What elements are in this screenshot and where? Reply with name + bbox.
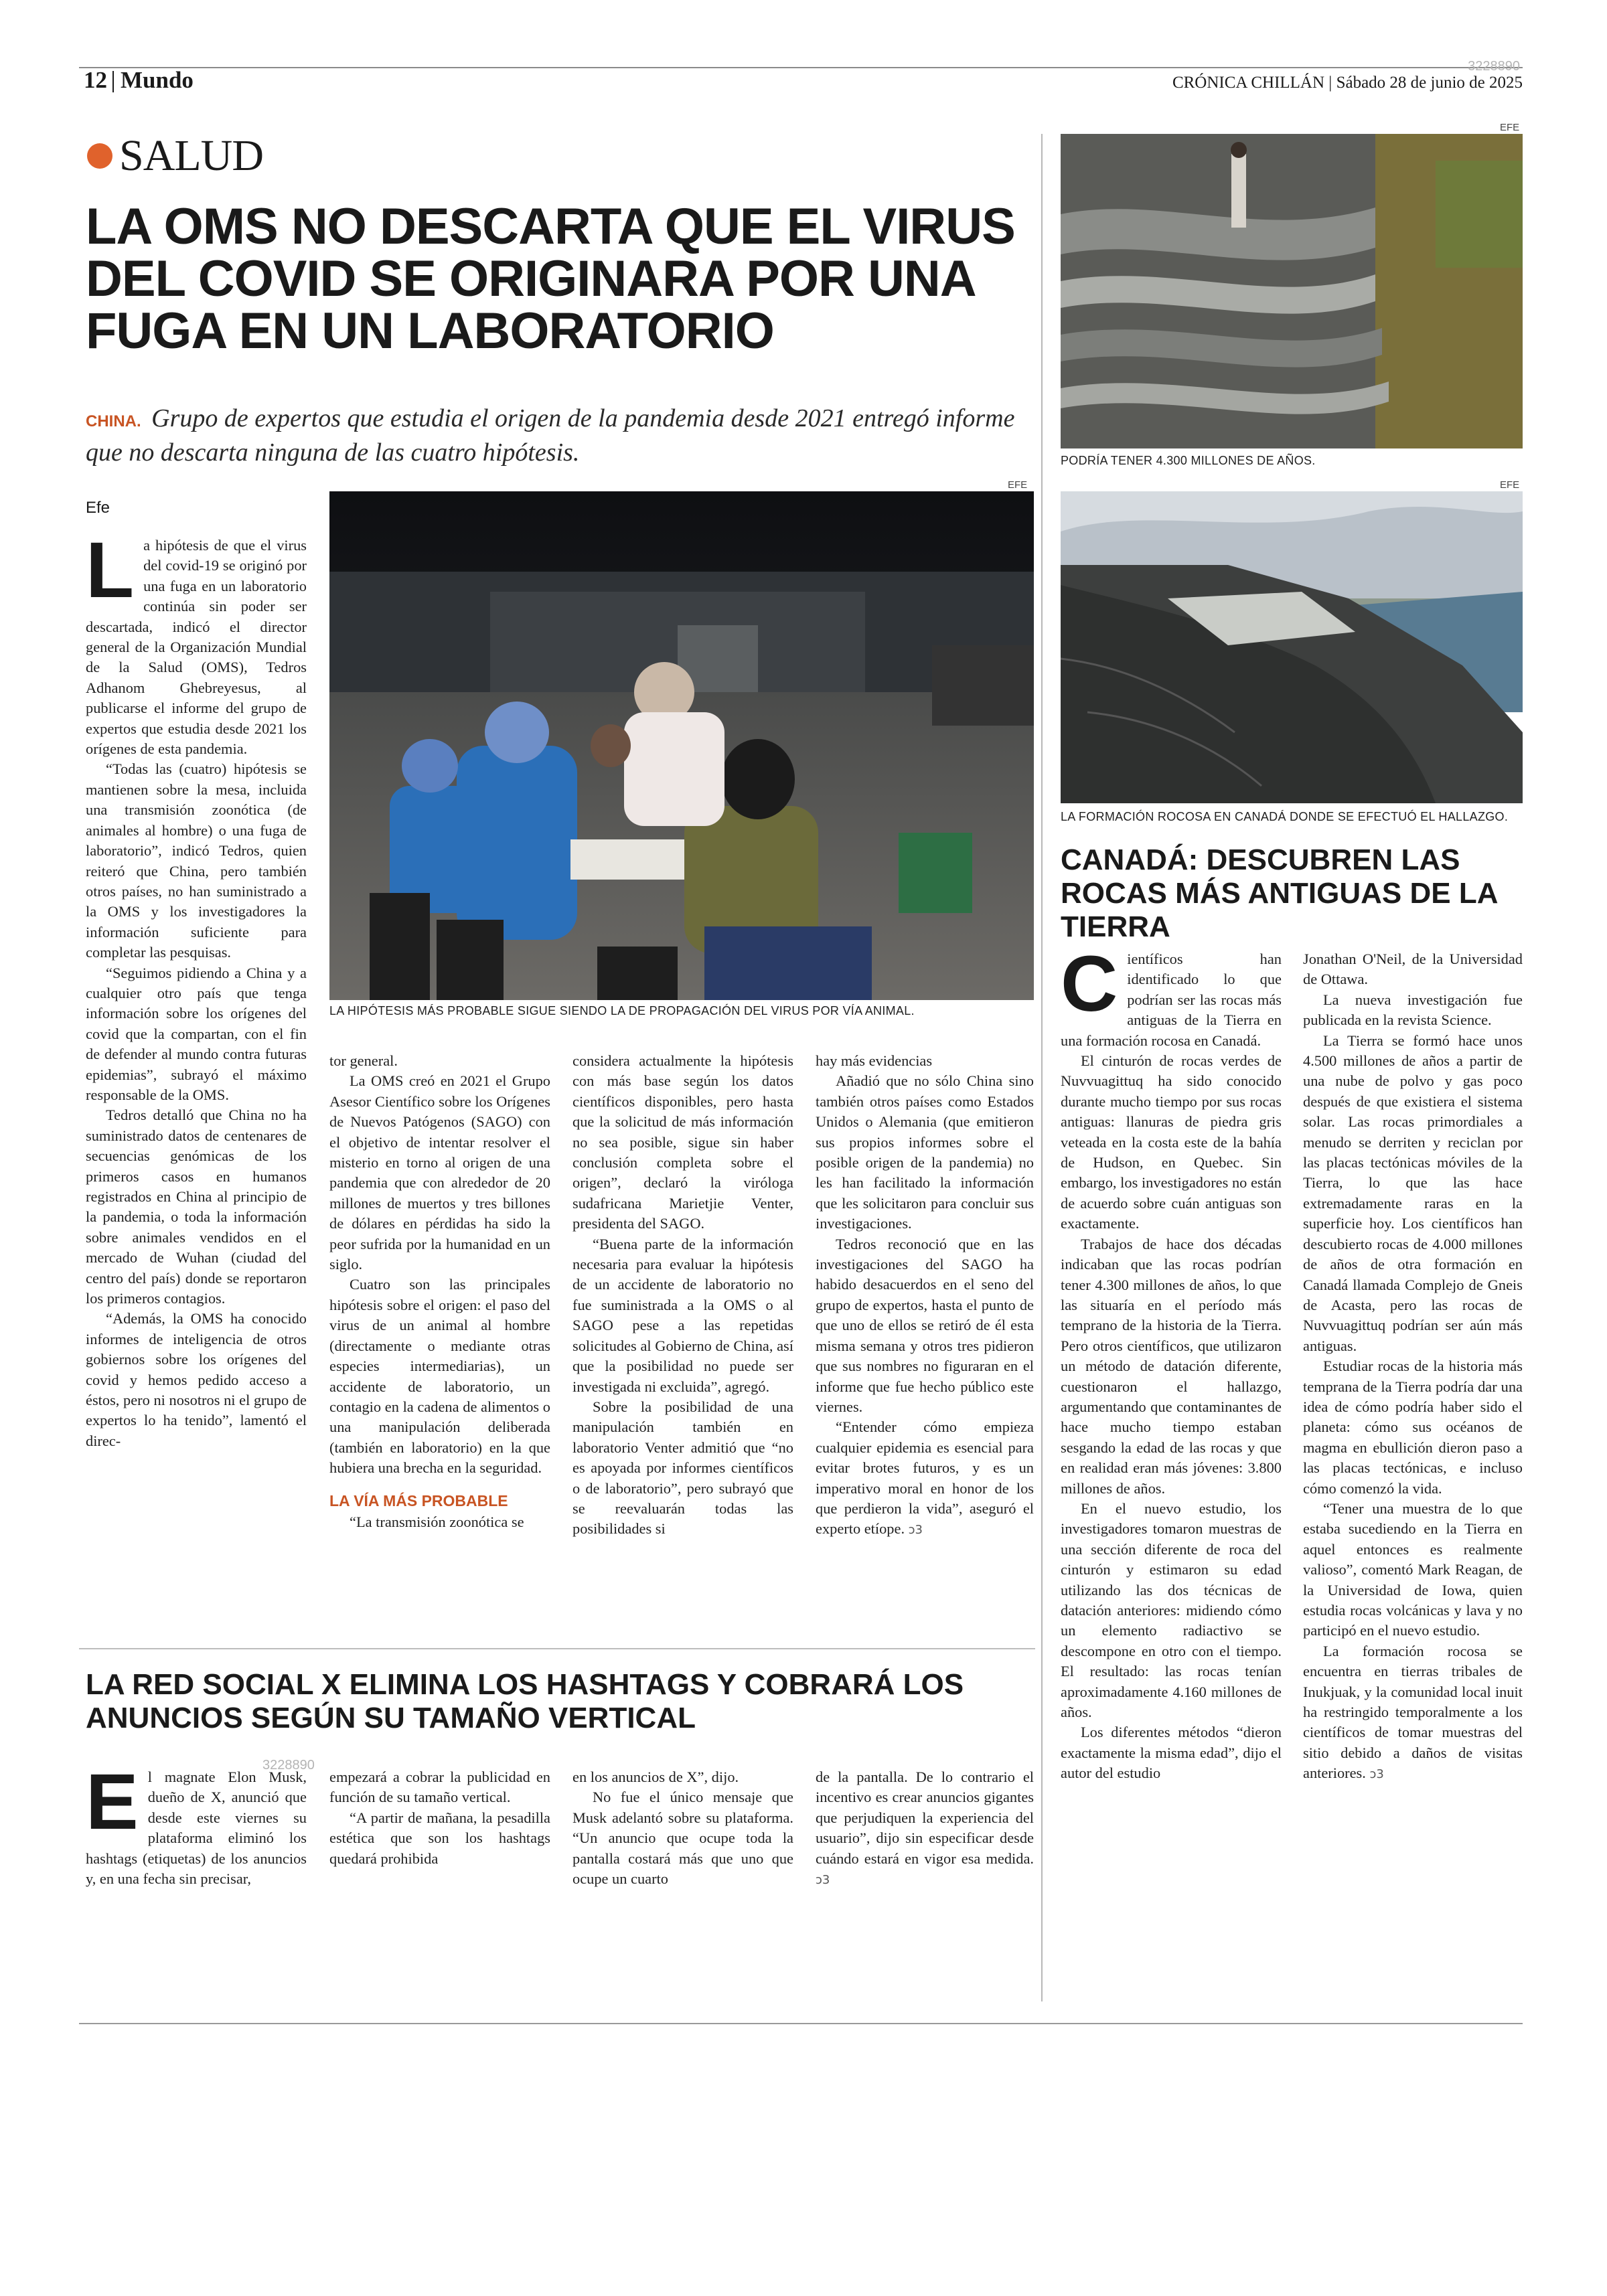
paragraph: Sobre la posibilidad de una manipulación también en laboratorio Venter admitió que “no es apoyada por informes científicos o de laboratorio”, pero subrayó que se reevaluarán todas las posibilidades si (572, 1398, 793, 1538)
paragraph (1303, 1641, 1523, 1785)
header-rule (79, 67, 1523, 68)
main-column-3 (572, 1051, 793, 1540)
paragraph: En el nuevo estudio, los investigadores tomaron muestras de una sección diferente de roca del cinturón y estimaron su edad utilizando las dos técnicas de datación anteriores: midiendo cómo un elemento radiactivo se descompone en otro con el tiempo. El resultado: las rocas tenían aproximadamente 4.160 millones de años. (1061, 1499, 1282, 1721)
x-column-2 (329, 1767, 550, 1869)
vaccination-photo (329, 491, 1034, 1000)
x-headline: LA RED SOCIAL X ELIMINA LOS HASHTAGS Y COBRARÁ LOS ANUNCIOS SEGÚN SU TAMAÑO VERTICAL (86, 1668, 964, 1734)
page-number: 12 (84, 67, 107, 93)
paragraph-text: de la pantalla. De lo contrario el incentivo es crear anuncios gigantes que perjudiquen la experiencia del usuario”, dijo sin especificar desde cuándo estará en vigor esa medida. (816, 1769, 1034, 1867)
deck-kicker: CHINA. (86, 412, 141, 430)
page-code: 3228890 (262, 1758, 315, 1773)
paragraph: “Buena parte de la información necesaria para evaluar la hipótesis de un accidente de laboratorio no fue suministrada a la OMS o al SAGO pese a las repetidas solicitudes al Gobierno de China, así que la posibilidad no puede ser investigada ni excluida”, agregó. (572, 1235, 793, 1395)
paragraph: Jonathan O'Neil, de la Universidad de Ottawa. (1303, 951, 1523, 988)
paragraph: considera actualmente la hipótesis con más base según los datos científicos disponibles, pero hasta que la solicitud de más información no sea posible, sigue sin haber conclusión completa sobre el origen”, declaró la viróloga sudafricana Marietjie Venter, presidenta del SAGO. (572, 1052, 793, 1232)
dropcap: E (86, 1758, 139, 1846)
photo-caption: LA HIPÓTESIS MÁS PROBABLE SIGUE SIENDO LA DE PROPAGACIÓN DEL VIRUS POR VÍA ANIMAL. (329, 1004, 915, 1017)
x-column-3 (572, 1767, 793, 1889)
main-headline: LA OMS NO DESCARTA QUE EL VIRUS DEL COVID SE ORIGINARA POR UNA FUGA EN UN LABORATORIO (86, 198, 1015, 359)
paragraph: empezará a cobrar la publicidad en función de su tamaño vertical. (329, 1769, 550, 1806)
paragraph: La Tierra se formó hace unos 4.500 millones de años a partir de una nube de polvo y gas poco después de que existiera el sistema solar. Las rocas primordiales a menudo se derriten y reciclan por las placas tectónicas móviles de la Tierra, lo que las hace extremadamente raras en la superficie hoy. Los científicos han descubierto rocas de 4.000 millones de años de otra formación en Canadá llamada Complejo de Gneis de Acasta, pero las rocas de Nuvvuagittuq podrían ser aún más antiguas. (1303, 1032, 1523, 1354)
side-headline: CANADÁ: DESCUBREN LAS ROCAS MÁS ANTIGUAS DE LA TIERRA (1061, 843, 1497, 943)
photo-caption: LA FORMACIÓN ROCOSA EN CANADÁ DONDE SE EFECTUÓ EL HALLAZGO. (1061, 810, 1509, 823)
rock-formation-photo (1061, 491, 1523, 803)
end-of-article-icon: ↄ3 (1369, 1767, 1384, 1782)
paragraph: l magnate Elon Musk, dueño de X, anunció que desde este viernes su plataforma eliminó los hashtags (etiquetas) de los anuncios y, en una fecha sin precisar, (86, 1769, 307, 1888)
dropcap: L (86, 526, 135, 614)
paragraph: “Seguimos pidiendo a China y a cualquier otro país que tenga información sobre los orígenes del covid que la compartan, con el fin de defender al mundo contra futuras epidemias”, subrayó el máximo responsable de la OMS. (86, 964, 307, 1103)
side-column-1 (1061, 940, 1282, 1784)
subhead: LA VÍA MÁS PROBABLE (329, 1491, 508, 1509)
paragraph: Tedros reconoció que en las investigaciones del SAGO ha habido desacuerdos en el seno del grupo de expertos, hasta el punto de que uno de ellos se retiró de él esta misma semana y otros tres pidieron que sus nombres no figuraran en el informe que fue hecho público este viernes. (816, 1235, 1034, 1415)
vaccination-photo-image (329, 491, 1034, 1000)
section-dot-icon (87, 143, 112, 169)
paragraph: Tedros detalló que China no ha suministrado datos de centenares de secuencias genómicas de los primeros casos en humanos registrados en China al principio de la pandemia, o toda la información sobre animales vendidos en el mercado de Wuhan (ciudad del centro del país) donde se reportaron los primeros contagios. (86, 1106, 307, 1307)
paragraph: hay más evidencias (816, 1052, 933, 1069)
main-column-1 (86, 526, 307, 1451)
paragraph-text: “Entender cómo empieza cualquier epidemia es esencial para evitar brotes futuros, y es un imperativo moral en honor de los que perdieron la vida”, aseguró el experto etíope. (816, 1418, 1034, 1538)
end-of-article-icon: ↄ3 (908, 1523, 923, 1538)
paragraph: Añadió que no sólo China sino también otros países como Estados Unidos o Alemania (que emitieron sus propios informes sobre el posible origen de la pandemia) no les han facilitado la información que les solicitaron para concluir sus investigaciones. (816, 1072, 1034, 1232)
photo-credit: EFE (1500, 122, 1520, 133)
section-name: Mundo (121, 67, 194, 93)
paragraph: a hipótesis de que el virus del covid-19 se originó por una fuga en un laboratorio continúa sin poder ser descartada, indicó el director general de la Organización Mundial de la Salud (OMS), Tedros Adhanom Ghebreyesus, al publicarse el informe del grupo de expertos que estudia desde 2021 los orígenes de esta pandemia. (86, 537, 307, 758)
page-bottom-rule (79, 2023, 1523, 2024)
paragraph-text: La formación rocosa se encuentra en tierras tribales de Inukjuak, y la comunidad local inuit ha restringido temporalmente a los científicos de tomar muestras del sitio debido a daños de visitas anteriores. (1303, 1642, 1523, 1782)
paragraph: Los diferentes métodos “dieron exactamente la misma edad”, dijo el autor del estudio (1061, 1724, 1282, 1782)
section-label: SALUD (119, 131, 264, 180)
paragraph: Estudiar rocas de la historia más temprana de la Tierra podría dar una idea de cómo podría haber sido el planeta: cómo sus océanos de magma en ebullición dieron paso a las placas tectónicas, e incluso cómo comenzó la vida. (1303, 1358, 1523, 1497)
rock-closeup-image (1061, 134, 1523, 448)
deck-text: Grupo de expertos que estudia el origen de la pandemia desde 2021 entregó informe que no descarta ninguna de las cuatro hipótesis. (86, 404, 1015, 467)
paragraph: El cinturón de rocas verdes de Nuvvuagittuq ha sido conocido durante mucho tiempo por sus rocas antiguas: llanuras de piedra gris veteada en la costa este de la bahía de Hudson, en Quebec. Sin embargo, los investigadores no están de acuerdo sobre cuán antiguas son exactamente. (1061, 1052, 1282, 1232)
paragraph: ientíficos han identificado lo que podrían ser las rocas más antiguas de la Tierra en una formación rocosa en Canadá. (1061, 951, 1282, 1049)
rock-formation-image (1061, 491, 1523, 803)
paragraph (816, 1417, 1034, 1540)
side-column-2 (1303, 949, 1523, 1785)
end-of-article-icon: ↄ3 (816, 1873, 830, 1888)
main-column-2 (329, 1051, 550, 1532)
main-deck (86, 403, 1037, 468)
paragraph: Cuatro son las principales hipótesis sobre el origen: el paso del virus de un animal al hombre (directamente o mediante otras especies intermediarias), un accidente de laboratorio, un contagio en la cadena de alimentos o una manipulación deliberada (también en laboratorio) en la que hubiera una brecha en la seguridad. (329, 1276, 550, 1477)
paragraph: “Tener una muestra de lo que estaba sucediendo en la Tierra en aquel entonces es realmente valioso”, comentó Mark Reagan, de la Universidad de Iowa, quien estudia rocas volcánicas y lava y no participó en el nuevo estudio. (1303, 1499, 1523, 1639)
x-column-4 (816, 1767, 1034, 1890)
paragraph: “Además, la OMS ha conocido informes de inteligencia de otros gobiernos sobre los orígenes del covid y hemos pedido acceso a éstos, pero ni nosotros ni el grupo de expertos lo ha tenido”, lamentó el direc- (86, 1310, 307, 1449)
photo-credit: EFE (1500, 479, 1520, 491)
paragraph: tor general. (329, 1052, 398, 1069)
paragraph: “Todas las (cuatro) hipótesis se mantienen sobre la mesa, incluida una transmisión zoonótica (de animales al hombre) o una fuga de laboratorio”, indicó Tedros, quien reiteró que China, pero también otros países, no han suministrado a la OMS y los investigadores la información suficiente para completar las pesquisas. (86, 760, 307, 961)
photo-caption: PODRÍA TENER 4.300 MILLONES DE AÑOS. (1061, 454, 1316, 467)
paragraph (816, 1767, 1034, 1890)
issue-date: Sábado 28 de junio de 2025 (1336, 74, 1523, 92)
page-code: 3228890 (1468, 59, 1520, 74)
main-column-4 (816, 1051, 1034, 1541)
paragraph: Trabajos de hace dos décadas indicaban que las rocas podrían tener 4.300 millones de años, lo que las situaría en el período más temprano de la historia de la Tierra. Pero otros científicos, que utilizaron un método de datación diferente, cuestionaron el hallazgo, argumentando que contaminantes de hace mucho tiempo estaban sesgando la edad de las rocas y que en realidad eran más jóvenes: 3.800 millones de años. (1061, 1235, 1282, 1497)
header-separator (112, 71, 114, 92)
paragraph: en los anuncios de X”, dijo. (572, 1769, 739, 1785)
dropcap: C (1061, 940, 1118, 1028)
paper-name: CRÓNICA CHILLÁN (1172, 74, 1325, 92)
story-divider (79, 1648, 1035, 1649)
rock-closeup-photo (1061, 134, 1523, 448)
paragraph: La nueva investigación fue publicada en la revista Science. (1303, 991, 1523, 1029)
byline: Efe (86, 499, 110, 517)
paragraph: La OMS creó en 2021 el Grupo Asesor Científico sobre los Orígenes de Nuevos Patógenos (SAGO) con el objetivo de intentar resolver el misterio en torno al origen de una pandemia que con alrededor de 20 millones de muertos y tres billones de dólares en pérdidas ha sido la peor sufrida por la humanidad en un siglo. (329, 1072, 550, 1273)
paragraph: “La transmisión zoonótica se (350, 1513, 524, 1530)
paragraph: “A partir de mañana, la pesadilla estética que son los hashtags quedará prohibida (329, 1809, 550, 1867)
paragraph: No fue el único mensaje que Musk adelantó sobre su plataforma. “Un anuncio que ocupe toda la pantalla costará más que uno que ocupe un cuarto (572, 1789, 793, 1888)
photo-credit: EFE (1008, 479, 1028, 491)
header-dateline: CRÓNICA CHILLÁN | Sábado 28 de junio de 2025 (1172, 74, 1523, 92)
column-divider (1041, 134, 1043, 2001)
